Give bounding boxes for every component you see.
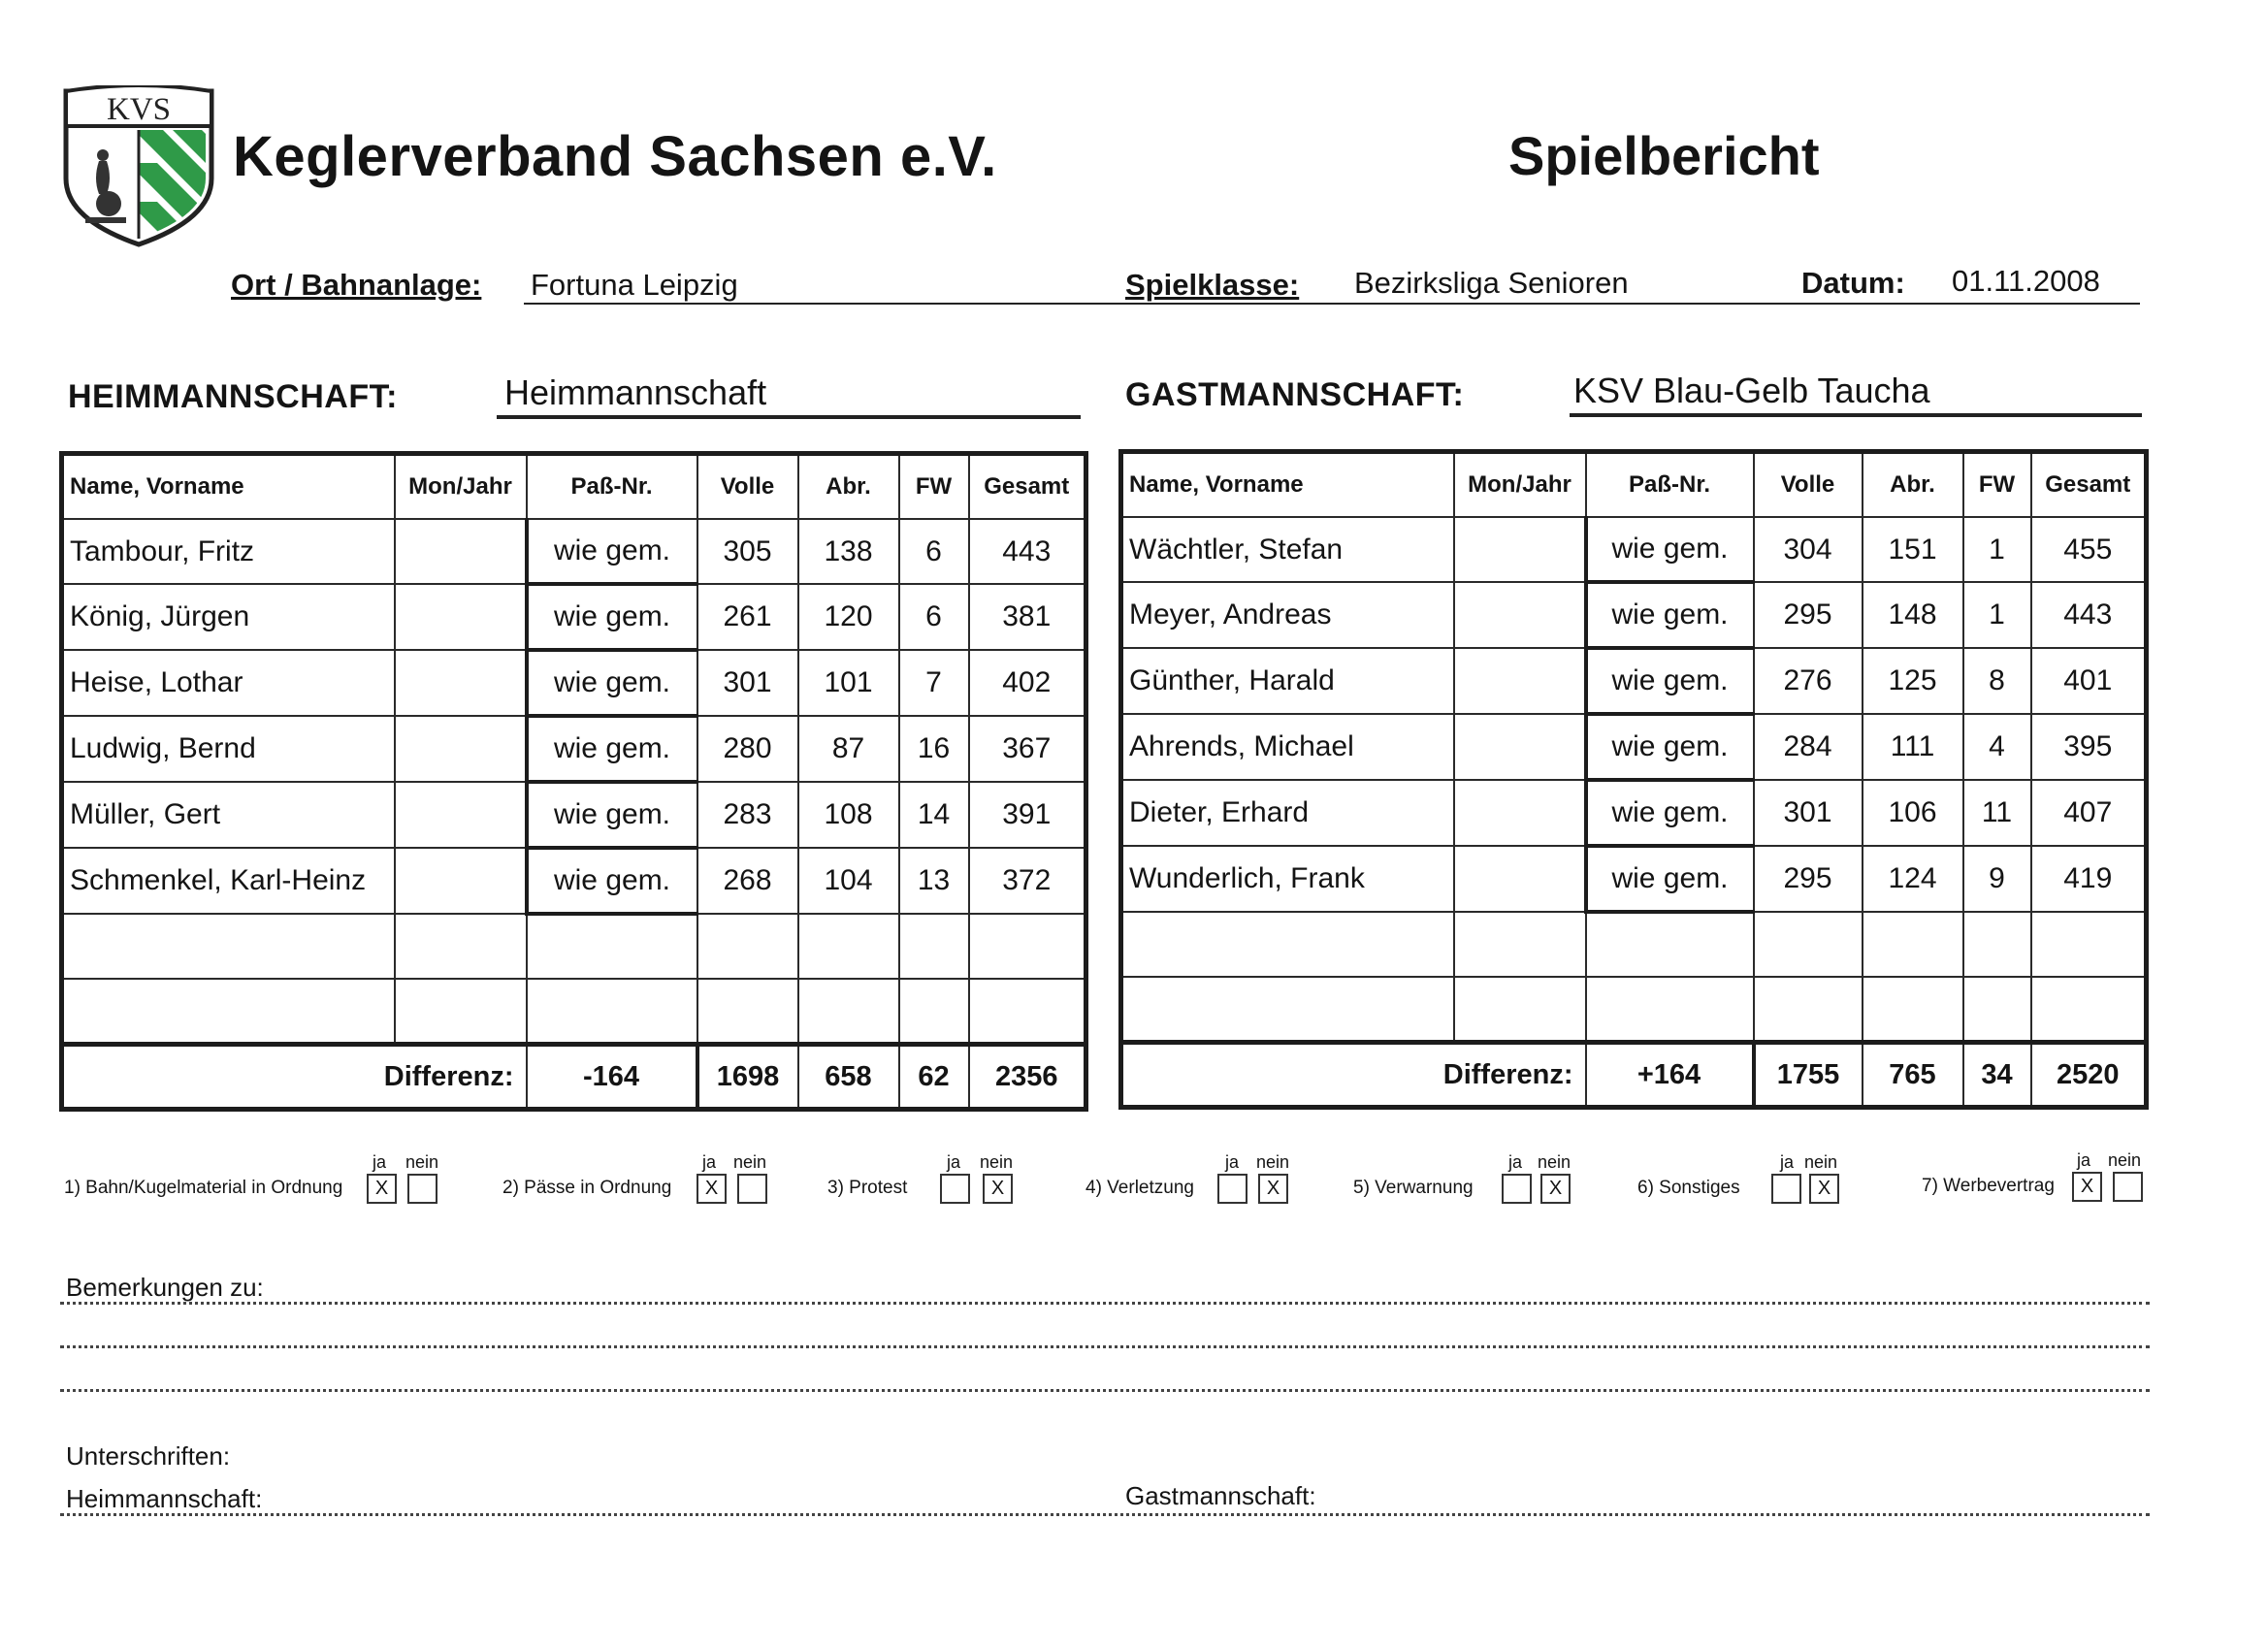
player-name: König, Jürgen [62,584,395,650]
checkbox-ja[interactable] [1771,1174,1801,1204]
table-row [62,716,1086,782]
player-volle [1754,977,1863,1043]
player-mon [395,716,527,782]
player-mon [395,519,527,584]
player-gesamt [969,979,1086,1045]
logo-text: KVS [106,92,172,127]
player-fw [899,979,969,1045]
ja-label: ja [373,1152,387,1172]
header-rule [524,303,2140,305]
checkbox-nein[interactable] [737,1174,767,1204]
player-abr: 104 [798,848,899,914]
difference-label: Differenz: [1121,1043,1586,1108]
home-score-table [59,451,1088,1112]
player-pass [1586,977,1754,1043]
guest-signature-label: Gastmannschaft: [1125,1481,1316,1510]
player-gesamt: 391 [969,782,1086,848]
player-gesamt: 407 [2031,780,2147,846]
checkbox-ja[interactable] [940,1174,970,1204]
nein-label: nein [733,1152,767,1172]
player-fw: 13 [899,848,969,914]
signature-line[interactable] [60,1513,2150,1516]
player-pass [527,979,697,1045]
table-row [1121,780,2147,846]
check-label: 2) Pässe in Ordnung [502,1178,672,1198]
player-abr: 120 [798,584,899,650]
player-pass: wie gem. [527,848,697,914]
player-volle: 268 [697,848,798,914]
col-header-fw: FW [899,454,969,520]
table-row [1121,912,2147,977]
player-mon [395,650,527,716]
player-pass: wie gem. [527,716,697,782]
nein-label: nein [1804,1152,1838,1172]
ja-label: ja [2077,1150,2091,1170]
checkbox-nein[interactable]: X [1258,1174,1288,1204]
player-mon [395,782,527,848]
player-volle: 284 [1754,714,1863,780]
ja-label: ja [1508,1152,1523,1172]
guest-team-name: KSV Blau-Gelb Taucha [1573,371,1930,410]
total-fw: 62 [899,1045,969,1110]
table-row [1121,846,2147,912]
player-name [1121,977,1454,1043]
remarks-label: Bemerkungen zu: [66,1273,264,1302]
player-pass: wie gem. [1586,780,1754,846]
difference-value: -164 [527,1045,697,1110]
player-mon [1454,780,1586,846]
document-title: Spielbericht [1508,125,1820,186]
nein-label: nein [980,1152,1014,1172]
checkbox-nein[interactable]: X [983,1174,1013,1204]
col-header-gesamt: Gesamt [969,454,1086,520]
venue-label: Ort / Bahnanlage: [231,268,482,302]
col-header-gesamt: Gesamt [2031,452,2147,518]
player-mon [395,914,527,979]
total-volle: 1698 [697,1045,798,1110]
table-row [1121,648,2147,714]
player-name: Dieter, Erhard [1121,780,1454,846]
player-pass [527,914,697,979]
player-abr: 87 [798,716,899,782]
player-gesamt: 402 [969,650,1086,716]
difference-label: Differenz: [62,1045,527,1110]
summary-row [1121,1043,2147,1108]
ja-label: ja [1780,1152,1795,1172]
player-fw: 6 [899,519,969,584]
check-label: 5) Verwarnung [1353,1178,1474,1198]
player-gesamt: 381 [969,584,1086,650]
player-fw [1963,977,2031,1043]
player-mon [1454,846,1586,912]
remarks-line-3[interactable] [60,1389,2150,1392]
nein-label: nein [1538,1152,1571,1172]
table-row [62,914,1086,979]
player-volle: 295 [1754,846,1863,912]
player-abr: 106 [1863,780,1963,846]
player-gesamt: 395 [2031,714,2147,780]
nein-label: nein [2108,1150,2142,1170]
player-pass: wie gem. [1586,648,1754,714]
table-row [62,584,1086,650]
player-fw: 8 [1963,648,2031,714]
date-value: 01.11.2008 [1952,264,2100,298]
home-team-rule [497,415,1081,419]
player-abr: 148 [1863,582,1963,648]
col-header-pass: Paß-Nr. [527,454,697,520]
player-pass [1586,912,1754,977]
player-volle: 280 [697,716,798,782]
table-row [62,848,1086,914]
difference-value: +164 [1586,1043,1754,1108]
player-mon [395,979,527,1045]
player-gesamt: 401 [2031,648,2147,714]
player-abr: 101 [798,650,899,716]
player-name: Müller, Gert [62,782,395,848]
signatures-label: Unterschriften: [66,1441,231,1471]
player-name: Heise, Lothar [62,650,395,716]
player-pass: wie gem. [1586,714,1754,780]
table-row [62,782,1086,848]
table-row [62,519,1086,584]
player-volle: 295 [1754,582,1863,648]
player-fw [1963,912,2031,977]
player-name: Tambour, Fritz [62,519,395,584]
player-gesamt: 367 [969,716,1086,782]
player-volle: 261 [697,584,798,650]
remarks-line-2[interactable] [60,1345,2150,1348]
player-mon [1454,714,1586,780]
player-mon [1454,648,1586,714]
player-abr [798,979,899,1045]
player-name [1121,912,1454,977]
player-mon [1454,517,1586,582]
col-header-volle: Volle [697,454,798,520]
player-fw: 4 [1963,714,2031,780]
player-abr: 151 [1863,517,1963,582]
col-header-volle: Volle [1754,452,1863,518]
player-name [62,979,395,1045]
player-fw: 14 [899,782,969,848]
player-volle [697,914,798,979]
player-mon [1454,977,1586,1043]
player-gesamt: 372 [969,848,1086,914]
player-pass: wie gem. [527,650,697,716]
checkbox-nein[interactable]: X [1540,1174,1571,1204]
player-volle: 283 [697,782,798,848]
player-mon [1454,912,1586,977]
guest-team-rule [1570,413,2142,417]
date-label: Datum: [1801,266,1905,300]
checkbox-nein[interactable]: X [1809,1174,1839,1204]
league-label: Spielklasse: [1125,268,1300,302]
player-fw: 9 [1963,846,2031,912]
check-label: 1) Bahn/Kugelmaterial in Ordnung [64,1178,343,1198]
player-fw: 7 [899,650,969,716]
home-team-name: Heimmannschaft [504,372,767,412]
home-signature-label: Heimmannschaft: [66,1484,263,1513]
player-abr: 124 [1863,846,1963,912]
total-gesamt: 2520 [2031,1043,2147,1108]
checkbox-nein[interactable] [407,1174,437,1204]
venue-value: Fortuna Leipzig [531,268,738,302]
checkbox-ja[interactable]: X [2072,1172,2102,1202]
player-abr [1863,977,1963,1043]
player-fw [899,914,969,979]
total-gesamt: 2356 [969,1045,1086,1110]
check-label: 3) Protest [827,1178,908,1198]
col-header-name: Name, Vorname [62,454,395,520]
summary-row [62,1045,1086,1110]
player-volle: 305 [697,519,798,584]
player-pass: wie gem. [1586,582,1754,648]
check-label: 7) Werbevertrag [1922,1176,2055,1196]
player-abr: 108 [798,782,899,848]
col-header-fw: FW [1963,452,2031,518]
player-name: Meyer, Andreas [1121,582,1454,648]
ja-label: ja [1225,1152,1240,1172]
col-header-name: Name, Vorname [1121,452,1454,518]
guest-score-table [1118,449,2149,1110]
player-abr: 125 [1863,648,1963,714]
ja-label: ja [702,1152,717,1172]
table-row [1121,977,2147,1043]
player-abr: 111 [1863,714,1963,780]
checkbox-ja[interactable]: X [697,1174,727,1204]
player-gesamt [969,914,1086,979]
nein-label: nein [1256,1152,1290,1172]
player-gesamt [2031,912,2147,977]
checkbox-ja[interactable] [1217,1174,1247,1204]
player-volle: 276 [1754,648,1863,714]
col-header-abr: Abr. [1863,452,1963,518]
col-header-pass: Paß-Nr. [1586,452,1754,518]
table-row [1121,517,2147,582]
table-row [62,979,1086,1045]
player-volle [1754,912,1863,977]
player-volle: 301 [697,650,798,716]
player-name: Wunderlich, Frank [1121,846,1454,912]
home-team-label: HEIMMANNSCHAFT: [68,378,398,415]
table-row [62,650,1086,716]
table-row [1121,714,2147,780]
player-fw: 6 [899,584,969,650]
remarks-line-1[interactable] [60,1302,2150,1305]
player-abr: 138 [798,519,899,584]
player-name [62,914,395,979]
player-mon [395,584,527,650]
player-pass: wie gem. [1586,846,1754,912]
checkbox-ja[interactable]: X [367,1174,397,1204]
table-row [1121,582,2147,648]
total-volle: 1755 [1754,1043,1863,1108]
player-name: Ahrends, Michael [1121,714,1454,780]
player-name: Schmenkel, Karl-Heinz [62,848,395,914]
total-fw: 34 [1963,1043,2031,1108]
total-abr: 765 [1863,1043,1963,1108]
check-label: 4) Verletzung [1085,1178,1194,1198]
check-label: 6) Sonstiges [1637,1178,1740,1198]
checkbox-nein[interactable] [2113,1172,2143,1202]
player-mon [395,848,527,914]
kvs-logo [60,85,217,248]
player-pass: wie gem. [527,782,697,848]
player-name: Ludwig, Bernd [62,716,395,782]
player-gesamt: 443 [969,519,1086,584]
organization-title: Keglerverband Sachsen e.V. [233,125,997,188]
player-abr [798,914,899,979]
total-abr: 658 [798,1045,899,1110]
league-value: Bezirksliga Senioren [1354,266,1629,300]
player-volle: 301 [1754,780,1863,846]
player-abr [1863,912,1963,977]
player-fw: 1 [1963,582,2031,648]
player-fw: 16 [899,716,969,782]
nein-label: nein [405,1152,439,1172]
player-pass: wie gem. [1586,517,1754,582]
checkbox-ja[interactable] [1502,1174,1532,1204]
player-gesamt: 455 [2031,517,2147,582]
player-name: Günther, Harald [1121,648,1454,714]
player-gesamt [2031,977,2147,1043]
col-header-mon: Mon/Jahr [395,454,527,520]
player-name: Wächtler, Stefan [1121,517,1454,582]
guest-team-label: GASTMANNSCHAFT: [1125,376,1465,413]
player-fw: 1 [1963,517,2031,582]
player-gesamt: 419 [2031,846,2147,912]
player-volle: 304 [1754,517,1863,582]
player-volle [697,979,798,1045]
col-header-abr: Abr. [798,454,899,520]
player-fw: 11 [1963,780,2031,846]
col-header-mon: Mon/Jahr [1454,452,1586,518]
player-mon [1454,582,1586,648]
ja-label: ja [947,1152,961,1172]
player-pass: wie gem. [527,584,697,650]
player-pass: wie gem. [527,519,697,584]
player-gesamt: 443 [2031,582,2147,648]
